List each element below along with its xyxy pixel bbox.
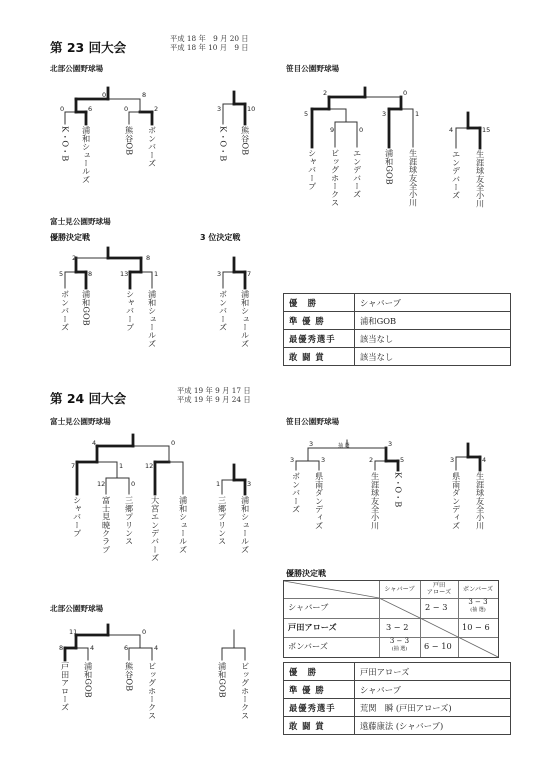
award-row (284, 663, 511, 681)
tournament-24-date-2: 平成 19 年 9 月 24 日 (177, 395, 251, 404)
score: 2 (72, 254, 77, 262)
venue-23-fujimi: 富士見公園野球場 (50, 217, 111, 226)
team-name: 浦和シュールズ (147, 290, 158, 348)
team-name: 浦和シュールズ (240, 496, 251, 554)
score: 7 (71, 462, 76, 470)
team-name: 生涯球友全小川 (475, 150, 486, 208)
award-label: 敢 闘 賞 (284, 717, 355, 735)
score: 4 (92, 439, 97, 447)
score: 3 (450, 456, 455, 464)
round-robin-table (283, 580, 499, 658)
tournament-23-date-2: 平成 18 年 10 月 9 日 (170, 43, 249, 52)
score: 0 (359, 126, 364, 134)
award-row (284, 330, 511, 348)
lottery-note: 抽 選 (338, 443, 350, 449)
score: 0 (124, 105, 129, 113)
row-header: 戸田アローズ (288, 622, 337, 632)
score: 3 (217, 270, 222, 278)
score: 3 (247, 480, 252, 488)
score: 0 (60, 105, 65, 113)
award-value: 該当なし (355, 348, 511, 366)
score: 2 (369, 456, 374, 464)
team-name: 浦和GOB (81, 290, 92, 326)
team-name: ビッグホークス (147, 662, 158, 720)
bracket-24-hokubu (65, 625, 245, 660)
team-name: ビッグホークス (240, 662, 251, 720)
award-value: 該当なし (355, 330, 511, 348)
award-row (284, 699, 511, 717)
award-label: 敢 闘 賞 (284, 348, 355, 366)
row-header: シャバーブ (288, 602, 329, 612)
col-header: ボンバーズ (462, 586, 494, 593)
award-row (284, 312, 511, 330)
award-label: 準 優 勝 (284, 312, 355, 330)
team-name: ビッグホークス (330, 149, 341, 207)
venue-24-sasame: 笹目公園野球場 (286, 417, 340, 426)
score: 3 (388, 440, 393, 448)
team-name: 熊谷OB (124, 662, 135, 692)
score: 0 (142, 628, 147, 636)
score: 13 (120, 270, 129, 278)
col-header (420, 582, 458, 596)
venue-23-hokubu: 北部公園野球場 (50, 64, 104, 73)
final-title-24: 優勝決定戦 (286, 569, 326, 578)
score: 3 (217, 105, 222, 113)
award-row (284, 681, 511, 699)
score: 3 (321, 456, 326, 464)
score: 12 (97, 480, 106, 488)
award-value: シャバーブ (355, 294, 511, 312)
score: 1 (216, 480, 221, 488)
col-header-line: アローズ (426, 589, 452, 596)
team-name: 富士見暁クラブ (101, 496, 112, 554)
score: 6 (88, 105, 93, 113)
score: 10 (247, 105, 256, 113)
awards-table-24 (283, 662, 511, 735)
col-header-line: 戸田 (432, 582, 446, 589)
score: 15 (482, 126, 491, 134)
team-name: 三郷プリンス (217, 496, 228, 546)
team-name: 生涯球友全小川 (475, 472, 486, 530)
score: 0 (171, 439, 176, 447)
venue-24-fujimi: 富士見公園野球場 (50, 417, 111, 426)
team-name: 県南ダンディズ (314, 472, 325, 530)
team-name: 浦和GOB (217, 662, 228, 698)
team-name: シャバーブ (72, 496, 83, 537)
score: 5 (304, 110, 309, 118)
team-name: K・O・B (218, 126, 229, 162)
team-name: ボンバーズ (218, 290, 229, 331)
award-label: 最優秀選手 (284, 699, 355, 717)
score: 1 (415, 110, 420, 118)
team-name: ボンバーズ (291, 472, 302, 513)
score: 2 (323, 89, 328, 97)
team-name: シャバーブ (307, 149, 318, 190)
tournament-24-dates (177, 386, 251, 404)
row-header: ボンバーズ (288, 641, 328, 651)
score: 4 (90, 644, 95, 652)
award-value: 戸田アローズ (355, 663, 511, 681)
score: 4 (154, 644, 159, 652)
award-label: 優 勝 (284, 663, 355, 681)
score: 8 (59, 644, 64, 652)
venue-24-hokubu: 北部公園野球場 (50, 604, 104, 613)
team-name: ボンバーズ (147, 126, 158, 167)
col-header: シャバーブ (384, 586, 415, 593)
score: 3 (309, 440, 314, 448)
award-value: 遠藤康法 (シャバーブ) (355, 717, 511, 735)
result-cell: 2 − 3 (425, 602, 448, 612)
team-name: 浦和シュールズ (240, 290, 251, 348)
award-row (284, 348, 511, 366)
team-name: エンデバーズ (352, 149, 363, 199)
team-name: 浦和シュールズ (81, 126, 92, 184)
team-name: エンデバーズ (451, 150, 462, 200)
team-name: 生涯球友全小川 (370, 472, 381, 530)
team-name: 浦和GOB (83, 662, 94, 698)
score: 4 (482, 456, 487, 464)
awards-table-23 (283, 293, 511, 366)
team-name: 浦和GOB (384, 149, 395, 185)
team-name: K・O・B (393, 472, 404, 508)
result-cell: 6 − 10 (424, 641, 452, 651)
award-value: 荒関 瞬 (戸田アローズ) (355, 699, 511, 717)
team-name: 生涯球友全小川 (408, 149, 419, 207)
team-name: K・O・B (60, 126, 71, 162)
tournament-23-date-1: 平成 18 年 9 月 20 日 (170, 34, 249, 43)
score: 5 (400, 456, 405, 464)
award-label: 優 勝 (284, 294, 355, 312)
tournament-24-title: 第 24 回大会 (50, 391, 127, 406)
score: 12 (145, 462, 154, 470)
award-label: 最優秀選手 (284, 330, 355, 348)
team-name: ボンバーズ (60, 290, 71, 331)
award-value: シャバーブ (355, 681, 511, 699)
venue-23-sasame: 笹目公園野球場 (286, 64, 340, 73)
score: 0 (403, 89, 408, 97)
bracket-23-sasame (312, 88, 480, 148)
team-name: 熊谷OB (124, 126, 135, 156)
score: 1 (154, 270, 159, 278)
result-cell: 3 − 2 (386, 622, 409, 632)
team-name: 戸田アローズ (60, 662, 71, 712)
final-title-23: 優勝決定戦 (50, 233, 90, 242)
third-place-title-23: 3 位決定戦 (200, 233, 241, 242)
team-name: 大宮エンデバーズ (150, 496, 161, 562)
award-row (284, 717, 511, 735)
score: 1 (119, 462, 124, 470)
team-name: 三郷プリンス (124, 496, 135, 546)
score: 5 (59, 270, 64, 278)
score: 8 (142, 91, 147, 99)
score: 9 (330, 126, 335, 134)
result-note: (抽 選) (391, 646, 408, 652)
result-note: (抽 選) (470, 607, 486, 613)
team-name: 熊谷OB (240, 126, 251, 156)
score: 11 (69, 628, 78, 636)
score: 3 (382, 110, 387, 118)
score: 7 (247, 270, 252, 278)
tournament-23-title: 第 23 回大会 (50, 40, 127, 55)
result-cell: 3 − 3 (468, 598, 488, 606)
award-label: 準 優 勝 (284, 681, 355, 699)
bracket-23-fujimi (65, 248, 245, 288)
team-name: シャバーブ (125, 290, 136, 331)
team-name: 県南ダンディズ (451, 472, 462, 530)
award-value: 浦和GOB (355, 312, 511, 330)
score: 0 (102, 91, 107, 99)
result-cell: 3 − 3 (389, 637, 410, 645)
score: 2 (154, 105, 159, 113)
tournament-24-date-1: 平成 19 年 9 月 17 日 (177, 386, 251, 395)
award-row (284, 294, 511, 312)
score: 8 (88, 270, 93, 278)
result-cell: 10 − 6 (462, 622, 490, 632)
score: 8 (146, 254, 151, 262)
score: 0 (131, 480, 136, 488)
team-name: 浦和シュールズ (178, 496, 189, 554)
score: 6 (124, 644, 129, 652)
score: 4 (449, 126, 454, 134)
score: 3 (290, 456, 295, 464)
